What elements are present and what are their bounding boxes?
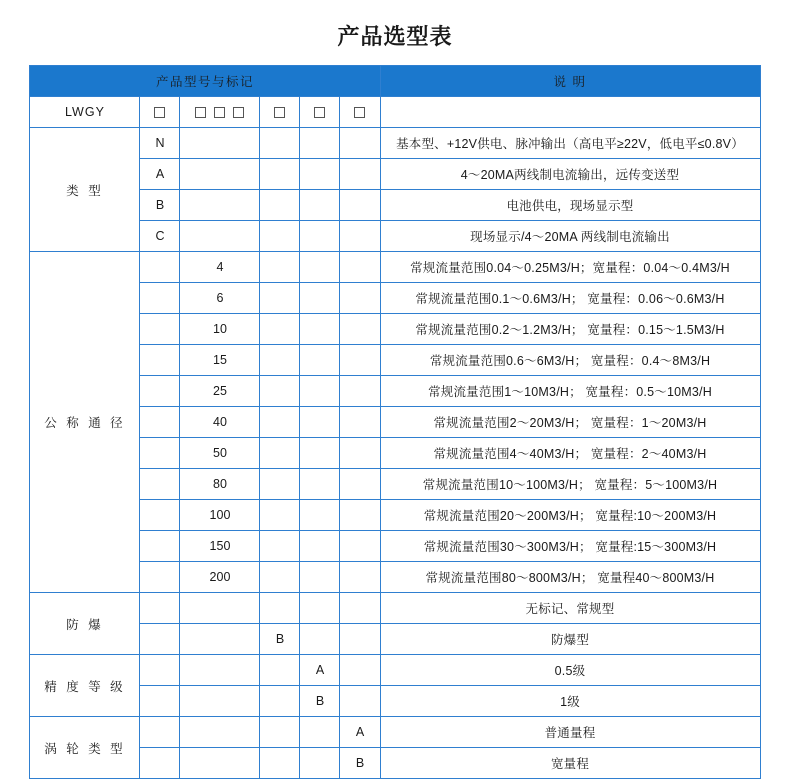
empty-cell bbox=[340, 221, 380, 252]
empty-cell bbox=[140, 438, 180, 469]
empty-cell bbox=[180, 748, 260, 779]
code-cell: B bbox=[340, 748, 380, 779]
description-cell: 常规流量范围0.1～0.6M3/H； 宽量程：0.06～0.6M3/H bbox=[380, 283, 760, 314]
table-row bbox=[30, 345, 760, 376]
description-cell: 普通量程 bbox=[380, 717, 760, 748]
code-cell bbox=[260, 593, 300, 624]
table-body bbox=[30, 66, 760, 779]
empty-cell bbox=[140, 283, 180, 314]
description-cell: 常规流量范围30～300M3/H； 宽量程:15～300M3/H bbox=[380, 531, 760, 562]
empty-cell bbox=[180, 655, 260, 686]
table-row bbox=[30, 655, 760, 686]
empty-cell bbox=[140, 500, 180, 531]
empty-cell bbox=[340, 128, 380, 159]
section-label-3: 防 爆 bbox=[30, 593, 140, 655]
empty-cell bbox=[340, 345, 380, 376]
empty-cell bbox=[260, 283, 300, 314]
empty-cell bbox=[300, 190, 340, 221]
empty-cell bbox=[140, 593, 180, 624]
description-cell: 常规流量范围1～10M3/H； 宽量程：0.5～10M3/H bbox=[380, 376, 760, 407]
header-left-cell: 产品型号与标记 bbox=[30, 66, 380, 97]
description-cell: 1级 bbox=[380, 686, 760, 717]
empty-cell bbox=[180, 717, 260, 748]
empty-cell bbox=[140, 314, 180, 345]
empty-cell bbox=[300, 345, 340, 376]
section-label-4: 精 度 等 级 bbox=[30, 655, 140, 717]
empty-cell bbox=[300, 748, 340, 779]
description-cell: 防爆型 bbox=[380, 624, 760, 655]
code-cell: 4 bbox=[180, 252, 260, 283]
model-box-group-2[interactable] bbox=[180, 97, 260, 128]
checkbox-placeholder[interactable] bbox=[195, 107, 206, 118]
empty-cell bbox=[300, 438, 340, 469]
model-row bbox=[30, 97, 760, 128]
code-cell: 100 bbox=[180, 500, 260, 531]
empty-cell bbox=[140, 345, 180, 376]
description-cell: 0.5级 bbox=[380, 655, 760, 686]
table-row bbox=[30, 500, 760, 531]
empty-cell bbox=[300, 593, 340, 624]
empty-cell bbox=[140, 624, 180, 655]
table-row bbox=[30, 159, 760, 190]
empty-cell bbox=[340, 438, 380, 469]
empty-cell bbox=[340, 407, 380, 438]
code-cell: N bbox=[140, 128, 180, 159]
table-row bbox=[30, 531, 760, 562]
empty-cell bbox=[340, 655, 380, 686]
table-row bbox=[30, 283, 760, 314]
empty-cell bbox=[300, 283, 340, 314]
table-row bbox=[30, 221, 760, 252]
model-name-cell: LWGY bbox=[30, 97, 140, 128]
description-cell: 常规流量范围10～100M3/H； 宽量程：5～100M3/H bbox=[380, 469, 760, 500]
empty-cell bbox=[300, 407, 340, 438]
empty-cell bbox=[300, 314, 340, 345]
table-row bbox=[30, 686, 760, 717]
empty-cell bbox=[260, 314, 300, 345]
empty-cell bbox=[260, 748, 300, 779]
empty-cell bbox=[140, 655, 180, 686]
checkbox-placeholder[interactable] bbox=[354, 107, 365, 118]
checkbox-placeholder[interactable] bbox=[154, 107, 165, 118]
empty-cell bbox=[260, 221, 300, 252]
empty-cell bbox=[300, 500, 340, 531]
empty-cell bbox=[340, 624, 380, 655]
section-label-1: 类 型 bbox=[30, 128, 140, 252]
description-cell: 现场显示/4～20MA 两线制电流输出 bbox=[380, 221, 760, 252]
empty-cell bbox=[340, 531, 380, 562]
description-cell: 常规流量范围0.6～6M3/H； 宽量程：0.4～8M3/H bbox=[380, 345, 760, 376]
empty-cell bbox=[260, 686, 300, 717]
code-cell: 50 bbox=[180, 438, 260, 469]
empty-cell bbox=[340, 252, 380, 283]
empty-cell bbox=[340, 283, 380, 314]
description-cell: 常规流量范围20～200M3/H； 宽量程:10～200M3/H bbox=[380, 500, 760, 531]
empty-cell bbox=[340, 686, 380, 717]
empty-cell bbox=[140, 562, 180, 593]
checkbox-placeholder[interactable] bbox=[274, 107, 285, 118]
table-row bbox=[30, 748, 760, 779]
empty-cell bbox=[260, 407, 300, 438]
table-row bbox=[30, 593, 760, 624]
table-row bbox=[30, 128, 760, 159]
code-cell: B bbox=[140, 190, 180, 221]
empty-cell bbox=[260, 655, 300, 686]
empty-cell bbox=[180, 593, 260, 624]
empty-cell bbox=[260, 190, 300, 221]
checkbox-placeholder[interactable] bbox=[214, 107, 225, 118]
empty-cell bbox=[340, 593, 380, 624]
description-cell: 常规流量范围80～800M3/H； 宽量程40～800M3/H bbox=[380, 562, 760, 593]
description-cell: 无标记、常规型 bbox=[380, 593, 760, 624]
table-row bbox=[30, 190, 760, 221]
description-cell: 电池供电，现场显示型 bbox=[380, 190, 760, 221]
table-row bbox=[30, 469, 760, 500]
empty-cell bbox=[300, 376, 340, 407]
code-cell: 6 bbox=[180, 283, 260, 314]
header-right-cell: 说 明 bbox=[380, 66, 760, 97]
model-box-group-3[interactable] bbox=[260, 97, 300, 128]
table-row bbox=[30, 624, 760, 655]
table-row bbox=[30, 252, 760, 283]
empty-cell bbox=[260, 469, 300, 500]
page-title: 产品选型表 bbox=[337, 24, 453, 49]
empty-cell bbox=[180, 190, 260, 221]
empty-cell bbox=[180, 624, 260, 655]
section-label-5: 涡 轮 类 型 bbox=[30, 717, 140, 779]
code-cell: 15 bbox=[180, 345, 260, 376]
empty-cell bbox=[140, 531, 180, 562]
code-cell: A bbox=[300, 655, 340, 686]
empty-cell bbox=[140, 469, 180, 500]
code-cell: 10 bbox=[180, 314, 260, 345]
empty-cell bbox=[340, 469, 380, 500]
empty-cell bbox=[300, 531, 340, 562]
empty-cell bbox=[180, 686, 260, 717]
empty-cell bbox=[180, 128, 260, 159]
checkbox-placeholder[interactable] bbox=[314, 107, 325, 118]
table-header-row bbox=[30, 66, 760, 97]
empty-cell bbox=[260, 438, 300, 469]
table-row bbox=[30, 562, 760, 593]
code-cell: 200 bbox=[180, 562, 260, 593]
code-cell: 150 bbox=[180, 531, 260, 562]
model-box-group-5[interactable] bbox=[340, 97, 380, 128]
empty-cell bbox=[140, 407, 180, 438]
empty-cell bbox=[180, 159, 260, 190]
empty-cell bbox=[300, 159, 340, 190]
product-selection-table bbox=[29, 65, 760, 779]
empty-cell bbox=[340, 190, 380, 221]
code-cell: 25 bbox=[180, 376, 260, 407]
empty-cell bbox=[340, 376, 380, 407]
empty-cell bbox=[260, 500, 300, 531]
checkbox-placeholder[interactable] bbox=[233, 107, 244, 118]
description-cell: 基本型、+12V供电、脉冲输出（高电平≥22V，低电平≤0.8V） bbox=[380, 128, 760, 159]
model-box-group-1[interactable] bbox=[140, 97, 180, 128]
empty-cell bbox=[300, 624, 340, 655]
table-row bbox=[30, 407, 760, 438]
empty-cell bbox=[340, 159, 380, 190]
code-cell: B bbox=[300, 686, 340, 717]
model-box-group-4[interactable] bbox=[300, 97, 340, 128]
empty-cell bbox=[300, 469, 340, 500]
table-row bbox=[30, 314, 760, 345]
table-row bbox=[30, 717, 760, 748]
description-cell: 常规流量范围4～40M3/H； 宽量程：2～40M3/H bbox=[380, 438, 760, 469]
empty-cell bbox=[260, 252, 300, 283]
empty-cell bbox=[260, 345, 300, 376]
model-desc-cell bbox=[380, 97, 760, 128]
section-label-2: 公 称 通 径 bbox=[30, 252, 140, 593]
empty-cell bbox=[340, 562, 380, 593]
empty-cell bbox=[340, 314, 380, 345]
empty-cell bbox=[140, 376, 180, 407]
description-cell: 常规流量范围2～20M3/H； 宽量程：1～20M3/H bbox=[380, 407, 760, 438]
table-row bbox=[30, 376, 760, 407]
empty-cell bbox=[260, 531, 300, 562]
code-cell: C bbox=[140, 221, 180, 252]
empty-cell bbox=[300, 128, 340, 159]
code-cell: A bbox=[340, 717, 380, 748]
code-cell: A bbox=[140, 159, 180, 190]
code-cell: 40 bbox=[180, 407, 260, 438]
empty-cell bbox=[140, 717, 180, 748]
empty-cell bbox=[300, 717, 340, 748]
empty-cell bbox=[260, 159, 300, 190]
description-cell: 4～20MA两线制电流输出，远传变送型 bbox=[380, 159, 760, 190]
empty-cell bbox=[340, 500, 380, 531]
description-cell: 常规流量范围0.04～0.25M3/H；宽量程：0.04～0.4M3/H bbox=[380, 252, 760, 283]
code-cell: B bbox=[260, 624, 300, 655]
empty-cell bbox=[260, 562, 300, 593]
empty-cell bbox=[300, 562, 340, 593]
empty-cell bbox=[180, 221, 260, 252]
table-row bbox=[30, 438, 760, 469]
empty-cell bbox=[260, 128, 300, 159]
description-cell: 宽量程 bbox=[380, 748, 760, 779]
empty-cell bbox=[300, 252, 340, 283]
empty-cell bbox=[260, 717, 300, 748]
code-cell: 80 bbox=[180, 469, 260, 500]
empty-cell bbox=[300, 221, 340, 252]
empty-cell bbox=[140, 252, 180, 283]
empty-cell bbox=[140, 748, 180, 779]
empty-cell bbox=[260, 376, 300, 407]
empty-cell bbox=[140, 686, 180, 717]
description-cell: 常规流量范围0.2～1.2M3/H； 宽量程：0.15～1.5M3/H bbox=[380, 314, 760, 345]
